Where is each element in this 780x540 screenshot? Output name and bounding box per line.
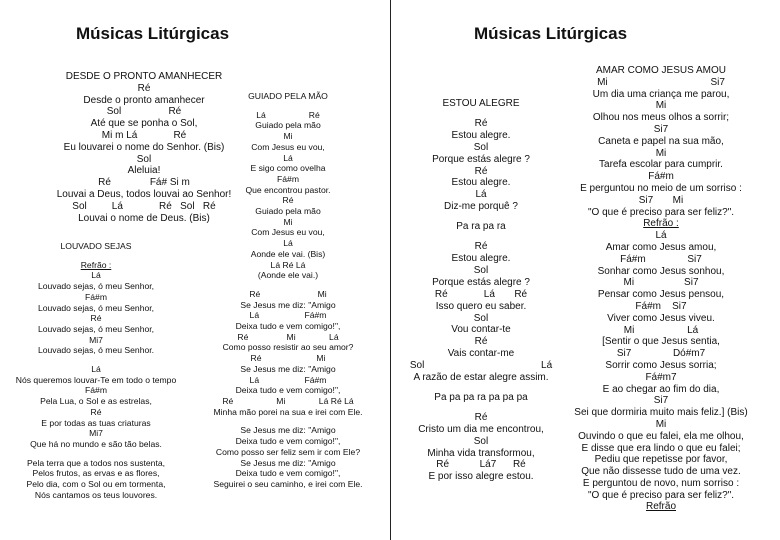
song-line: Louvai o nome de Deus. (Bis) — [78, 212, 210, 224]
song-line: Ré — [90, 313, 102, 324]
song-line — [190, 281, 386, 289]
song-line: Ré — [474, 165, 488, 177]
song-line: "O que é preciso para ser feliz?". — [587, 206, 735, 218]
song-line: Refrão : — [643, 218, 679, 230]
song-line: Fá#m — [648, 171, 674, 183]
song-line: (Aonde ele vai.) — [257, 270, 319, 281]
right-page-title: Músicas Litúrgicas — [474, 24, 628, 43]
song-line: Lá — [655, 230, 667, 242]
song-line: Ré Mi Lá — [237, 331, 339, 342]
song-line: Caneta e papel na sua mão, — [598, 135, 724, 147]
song-line: Eu louvarei o nome do Senhor. (Bis) — [63, 141, 225, 153]
song-line: Fá#m7 — [645, 371, 677, 383]
song-line: Deixa tudo e vem comigo!", — [235, 468, 341, 479]
song-line: Ré — [90, 406, 102, 417]
song-line: Louvado sejas, ó meu Senhor, — [37, 281, 155, 292]
song-louvado-sejas — [12, 241, 180, 500]
song-line: Se Jesus me diz: "Amigo — [240, 363, 336, 374]
song-line: E perguntou no meio de um sorriso : — [580, 182, 742, 194]
song-line: Que há no mundo e são tão belas. — [30, 438, 162, 449]
song-line — [392, 384, 570, 392]
song-line: Sorrir como Jesus sorria; — [605, 359, 717, 371]
song-line: Deixa tudo e vem comigo!", — [235, 321, 341, 332]
song-line: Pa pa pa ra pa pa pa — [434, 391, 528, 403]
song-line: Lá Fá#m — [249, 374, 327, 385]
song-line: Pa ra pa ra — [456, 221, 506, 233]
song-line — [190, 102, 386, 110]
song-line: Que não dissesse tudo de uma vez. — [581, 466, 741, 478]
song-line: Lá — [475, 189, 487, 201]
song-line: Olhou nos meus olhos a sorrir; — [592, 112, 730, 124]
song-line: Sol — [473, 312, 489, 324]
song-line: Louvai a Deus, todos louvai ao Senhor! — [56, 188, 232, 200]
song-line: Ré — [474, 241, 488, 253]
song-line: Estou alegre. — [451, 129, 511, 141]
song-line: [Sentir o que Jesus sentia, — [602, 336, 720, 348]
song-line: Si7 Dó#m7 — [616, 348, 706, 360]
song-line: Louvado sejas, ó meu Senhor, — [37, 323, 155, 334]
song-line: Aonde ele vai. (Bis) — [250, 248, 326, 259]
song-line: Nós cantamos os teus louvores. — [34, 489, 158, 500]
song-line: Pela Lua, o Sol e as estrelas, — [40, 396, 152, 407]
song-line: Porque estás alegre ? — [432, 276, 530, 288]
song-line: Ré — [474, 411, 488, 423]
song-line: Com Jesus eu vou, — [251, 227, 325, 238]
song-line: Ré Lá7 Ré — [436, 459, 526, 471]
song-line: Pelos frutos, as ervas e as flores, — [32, 468, 160, 479]
song-line: Refrão — [645, 501, 676, 513]
song-line: Tarefa escolar para cumprir. — [599, 159, 723, 171]
song-line: Mi7 — [89, 428, 103, 439]
song-line — [190, 417, 386, 425]
song-line: E perguntou de novo, num sorriso : — [582, 477, 740, 489]
left-page-title: Músicas Litúrgicas — [76, 24, 230, 43]
song-line: Amar como Jesus amou, — [605, 241, 717, 253]
song-line: Fá#m — [277, 173, 299, 184]
song-line: Nós queremos louvar-Te em todo o tempo — [15, 374, 177, 385]
song-line: Sol Ré — [106, 106, 182, 118]
song-line: Estou alegre. — [451, 252, 511, 264]
song-line: Isso quero eu saber. — [435, 300, 527, 312]
song-line: Se Jesus me diz: "Amigo — [240, 299, 336, 310]
song-line: Porque estás alegre ? — [432, 153, 530, 165]
song-line: Lá Ré Lá — [270, 259, 306, 270]
song-line: Fá#m Si7 — [635, 300, 687, 312]
song-line: GUIADO PELA MÃO — [248, 91, 328, 101]
song-line: Ré Mi Lá Ré Lá — [222, 395, 354, 406]
song-line — [12, 356, 180, 364]
song-line: Aleluia! — [127, 165, 161, 177]
song-line — [392, 110, 570, 118]
song-line: Guiado pela mão — [255, 206, 321, 217]
song-line: Ré — [474, 117, 488, 129]
song-line: Lá Ré — [256, 109, 320, 120]
song-line: Fá#m — [85, 385, 107, 396]
song-line: Refrão : — [80, 259, 112, 270]
song-line: Louvado sejas, ó meu Senhor. — [37, 345, 155, 356]
song-line — [392, 213, 570, 221]
song-line: Mi — [283, 216, 293, 227]
song-line: Pediu que repetisse por favor, — [594, 454, 728, 466]
song-line: Mi — [655, 100, 667, 112]
song-line: Ré — [282, 195, 294, 206]
song-line: DESDE O PRONTO AMANHECER — [65, 71, 223, 82]
song-line: Sol — [136, 153, 152, 165]
song-line: Como posso ser feliz sem ir com Ele? — [215, 446, 361, 457]
song-line: Louvado sejas, ó meu Senhor, — [37, 302, 155, 313]
page-divider — [390, 0, 391, 540]
song-line: Deixa tudo e vem comigo!", — [235, 436, 341, 447]
song-line: Mi Si7 — [597, 76, 725, 88]
song-line: Sol — [473, 264, 489, 276]
song-line: Guiado pela mão — [255, 120, 321, 131]
song-line: Fá#m — [85, 291, 107, 302]
song-line: AMAR COMO JESUS AMOU — [595, 65, 726, 76]
song-line: Vais contar-me — [447, 348, 515, 360]
song-line: Com Jesus eu vou, — [251, 141, 325, 152]
song-line: ESTOU ALEGRE — [442, 98, 520, 109]
song-line: Pensar como Jesus pensou, — [597, 289, 725, 301]
song-line: Sol Lá — [409, 360, 553, 372]
song-line: Cristo um dia me encontrou, — [418, 423, 544, 435]
song-line: Ré Fá# Si m — [98, 177, 190, 189]
song-line — [392, 404, 570, 412]
song-line: Lá — [91, 364, 101, 375]
song-line: Sol Lá Ré Sol Ré — [72, 200, 216, 212]
song-line: Ré — [474, 336, 488, 348]
song-line: E por todas as tuas criaturas — [41, 417, 151, 428]
song-line — [392, 233, 570, 241]
song-line — [12, 252, 180, 260]
song-line: Que encontrou pastor. — [245, 184, 331, 195]
song-line: Lá — [283, 152, 293, 163]
song-line: Fá#m Si7 — [620, 253, 702, 265]
song-line: Diz-me porquê ? — [444, 201, 518, 213]
song-line: Mi Lá — [623, 324, 699, 336]
song-line: Sonhar como Jesus sonhou, — [597, 265, 725, 277]
song-line: Ré Mi — [250, 353, 326, 364]
song-line: Lá — [91, 270, 101, 281]
song-line: Si7 Mi — [638, 194, 684, 206]
song-line: Mi — [655, 147, 667, 159]
song-line: LOUVADO SEJAS — [60, 241, 132, 251]
song-line: Sol — [473, 435, 489, 447]
song-line: Ré Lá Ré — [434, 288, 528, 300]
song-line: Pelo dia, com o Sol ou em tormenta, — [26, 479, 166, 490]
song-line: Ouvindo o que eu falei, ela me olhou, — [578, 430, 744, 442]
song-line: Viver como Jesus viveu. — [607, 312, 715, 324]
song-line: Sol — [473, 141, 489, 153]
song-line: Mi — [655, 418, 667, 430]
song-line: Pela terra que a todos nos sustenta, — [26, 457, 166, 468]
song-line: E ao chegar ao fim do dia, — [602, 383, 720, 395]
song-line: Desde o pronto amanhecer — [83, 94, 205, 106]
song-line: Minha mão porei na sua e irei com Ele. — [213, 406, 363, 417]
song-line: "O que é preciso para ser feliz?". — [587, 489, 735, 501]
song-line: Se Jesus me diz: "Amigo — [240, 425, 336, 436]
song-line: Si7 — [653, 395, 669, 407]
song-line: Deixa tudo e vem comigo!", — [235, 385, 341, 396]
song-line: E disse que era lindo o que eu falei; — [581, 442, 741, 454]
song-line: Mi7 — [89, 334, 103, 345]
song-line — [12, 450, 180, 458]
song-line: Lá — [283, 238, 293, 249]
song-line: Lá Fá#m — [249, 310, 327, 321]
song-line: Mi m Lá Ré — [101, 129, 187, 141]
song-line: E por isso alegre estou. — [428, 471, 534, 483]
song-line: A razão de estar alegre assim. — [413, 372, 549, 384]
song-line: Minha vida transformou, — [427, 447, 535, 459]
song-line: Como posso resistir ao seu amor? — [222, 342, 354, 353]
song-line: Até que se ponha o Sol, — [90, 118, 198, 130]
song-line: Ré Mi — [249, 288, 327, 299]
song-line: Ré — [137, 82, 151, 94]
song-line: Um dia uma criança me parou, — [592, 88, 730, 100]
song-line: Estou alegre. — [451, 177, 511, 189]
song-line: Mi — [283, 131, 293, 142]
song-estou-alegre — [392, 98, 570, 483]
song-line: Vou contar-te — [451, 324, 511, 336]
song-amar-como-jesus-amou — [548, 65, 774, 513]
song-line: Seguirei o seu caminho, e irei com Ele. — [213, 478, 363, 489]
song-line: E sigo como ovelha — [250, 163, 326, 174]
song-line: Se Jesus me diz: "Amigo — [240, 457, 336, 468]
song-line: Mi Si7 — [623, 277, 699, 289]
song-line: Si7 — [653, 123, 669, 135]
song-line: Sei que dormiria muito mais feliz.] (Bis) — [574, 407, 748, 419]
song-guiado-pela-mao — [190, 91, 386, 490]
